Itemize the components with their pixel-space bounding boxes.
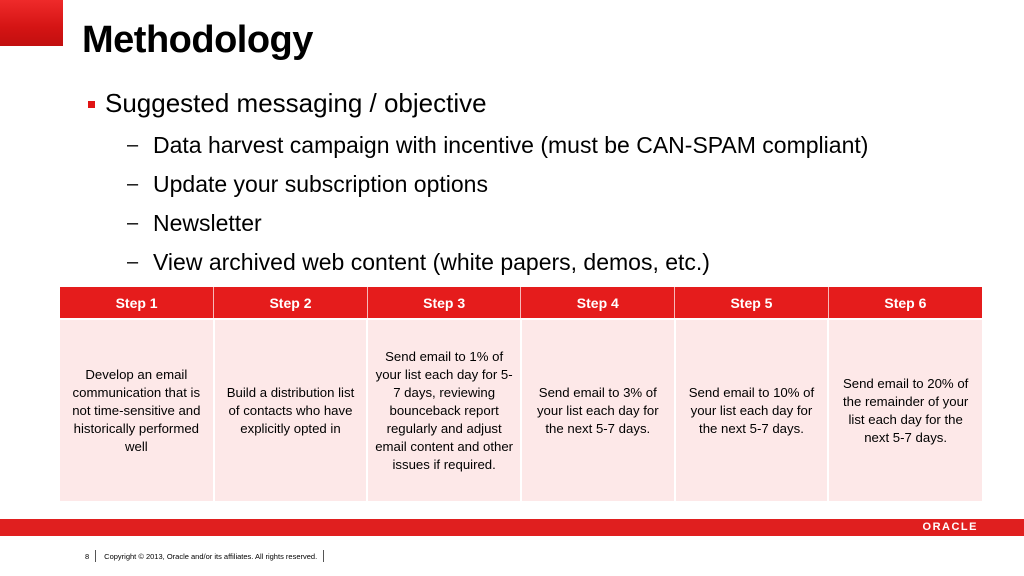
sub-bullet bbox=[127, 126, 988, 165]
sub-bullet-list bbox=[88, 126, 988, 282]
table-cell: Build a distribution list of contacts who have explicitly opted in bbox=[214, 319, 368, 501]
dash-icon: – bbox=[127, 212, 139, 234]
footer-divider bbox=[323, 550, 324, 562]
bullet-list bbox=[88, 86, 988, 282]
table-header-cell: Step 5 bbox=[675, 287, 829, 319]
table-cell: Send email to 10% of your list each day for the next 5-7 days. bbox=[675, 319, 829, 501]
footer-red-band bbox=[0, 519, 1024, 536]
dash-icon: – bbox=[127, 251, 139, 273]
table-header-row bbox=[60, 287, 982, 319]
table-header-cell: Step 4 bbox=[521, 287, 675, 319]
main-bullet bbox=[88, 86, 988, 120]
table-header-cell: Step 1 bbox=[60, 287, 214, 319]
dash-icon: – bbox=[127, 134, 139, 156]
slide-title: Methodology bbox=[82, 19, 313, 61]
sub-bullet bbox=[127, 243, 988, 282]
page-number: 8 bbox=[85, 551, 90, 561]
table-header-cell: Step 6 bbox=[828, 287, 982, 319]
footer-divider bbox=[95, 550, 96, 562]
sub-bullet-text: View archived web content (white papers, demos, etc.) bbox=[153, 249, 710, 275]
table-header-cell: Step 3 bbox=[367, 287, 521, 319]
sub-bullet-text: Data harvest campaign with incentive (must be CAN-SPAM compliant) bbox=[153, 132, 869, 158]
table-row bbox=[60, 319, 982, 501]
oracle-logo: ORACLE bbox=[922, 521, 978, 533]
sub-bullet-text: Update your subscription options bbox=[153, 171, 488, 197]
sub-bullet bbox=[127, 165, 988, 204]
bullet-square-icon bbox=[88, 101, 95, 108]
steps-table bbox=[60, 287, 982, 501]
copyright-text: Copyright © 2013, Oracle and/or its affiliates. All rights reserved. bbox=[104, 551, 318, 561]
main-bullet-text: Suggested messaging / objective bbox=[105, 87, 487, 118]
dash-icon: – bbox=[127, 173, 139, 195]
corner-accent-block bbox=[0, 0, 63, 46]
table-cell: Develop an email communication that is not time-sensitive and historically performed well bbox=[60, 319, 214, 501]
table-cell: Send email to 20% of the remainder of your list each day for the next 5-7 days. bbox=[828, 319, 982, 501]
sub-bullet bbox=[127, 204, 988, 243]
table-cell: Send email to 1% of your list each day for 5-7 days, reviewing bounceback report regularly and adjust email content and other issues if required. bbox=[367, 319, 521, 501]
sub-bullet-text: Newsletter bbox=[153, 210, 262, 236]
table-header-cell: Step 2 bbox=[214, 287, 368, 319]
footer bbox=[85, 550, 324, 562]
table-cell: Send email to 3% of your list each day for the next 5-7 days. bbox=[521, 319, 675, 501]
